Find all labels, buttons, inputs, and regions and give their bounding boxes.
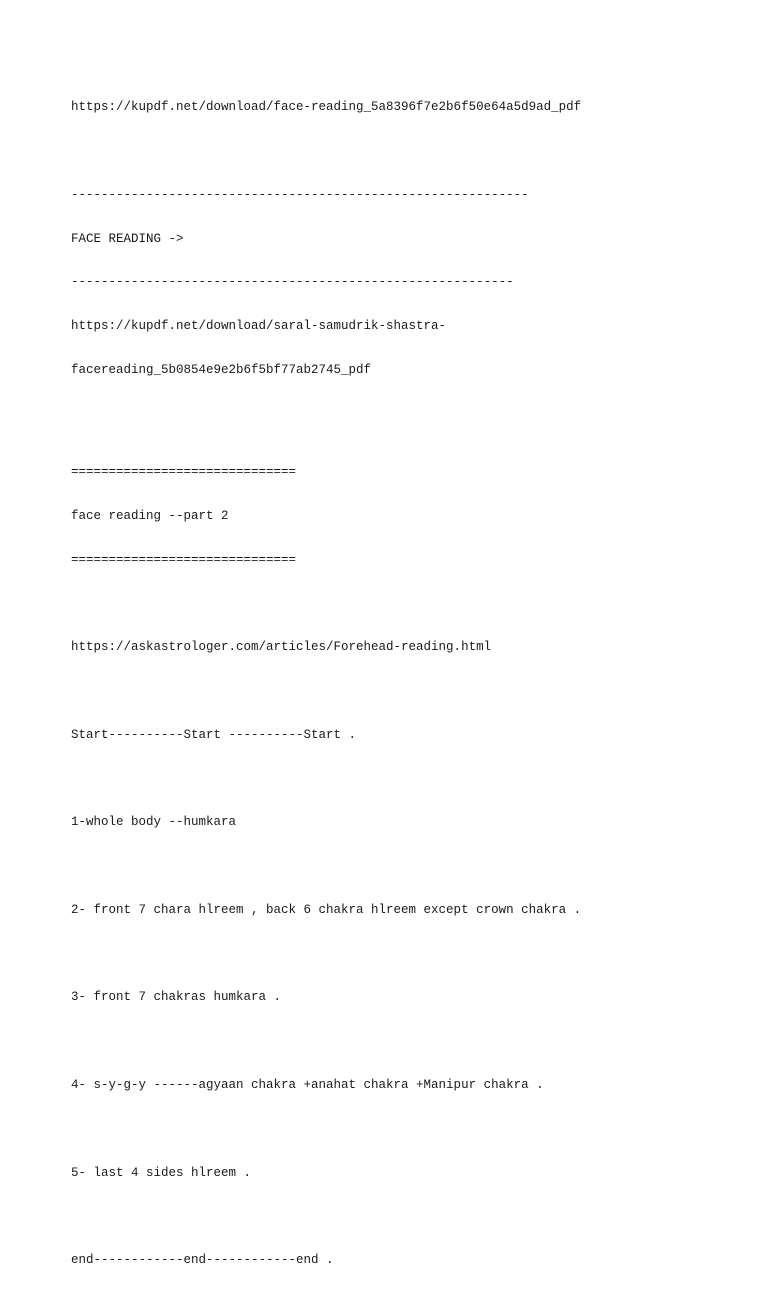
face-reading-heading: FACE READING -> <box>71 231 184 246</box>
end-line: end------------end------------end . <box>71 1253 334 1268</box>
list-item: 5- last 4 sides hlreem . <box>71 1165 252 1180</box>
list-item: 1-whole body --humkara <box>71 815 237 830</box>
kupdf-link[interactable]: https://kupdf.net/download/face-reading_5a8396f7e2b6f50e64a5d9ad_pdf <box>71 100 582 115</box>
document-body <box>71 71 691 1297</box>
dash-divider: ------------------------------------------------------------- <box>71 187 529 202</box>
list-item: 4- s-y-g-y ------agyaan chakra +anahat chakra +Manipur chakra . <box>71 1077 544 1092</box>
start-line: Start----------Start ----------Start . <box>71 727 357 742</box>
list-item: 2- front 7 chara hlreem , back 6 chakra hlreem except crown chakra . <box>71 902 582 917</box>
dash-divider: ----------------------------------------------------------- <box>71 275 514 290</box>
samudrik-link-line-1[interactable]: https://kupdf.net/download/saral-samudrik-shastra- <box>71 319 447 334</box>
samudrik-link-line-2[interactable]: facereading_5b0854e9e2b6f5bf77ab2745_pdf <box>71 362 372 377</box>
askastrologer-link[interactable]: https://askastrologer.com/articles/Forehead-reading.html <box>71 640 492 655</box>
part-2-heading: face reading --part 2 <box>71 508 229 523</box>
equals-divider: ============================== <box>71 552 297 567</box>
list-item: 3- front 7 chakras humkara . <box>71 990 282 1005</box>
equals-divider: ============================== <box>71 465 297 480</box>
